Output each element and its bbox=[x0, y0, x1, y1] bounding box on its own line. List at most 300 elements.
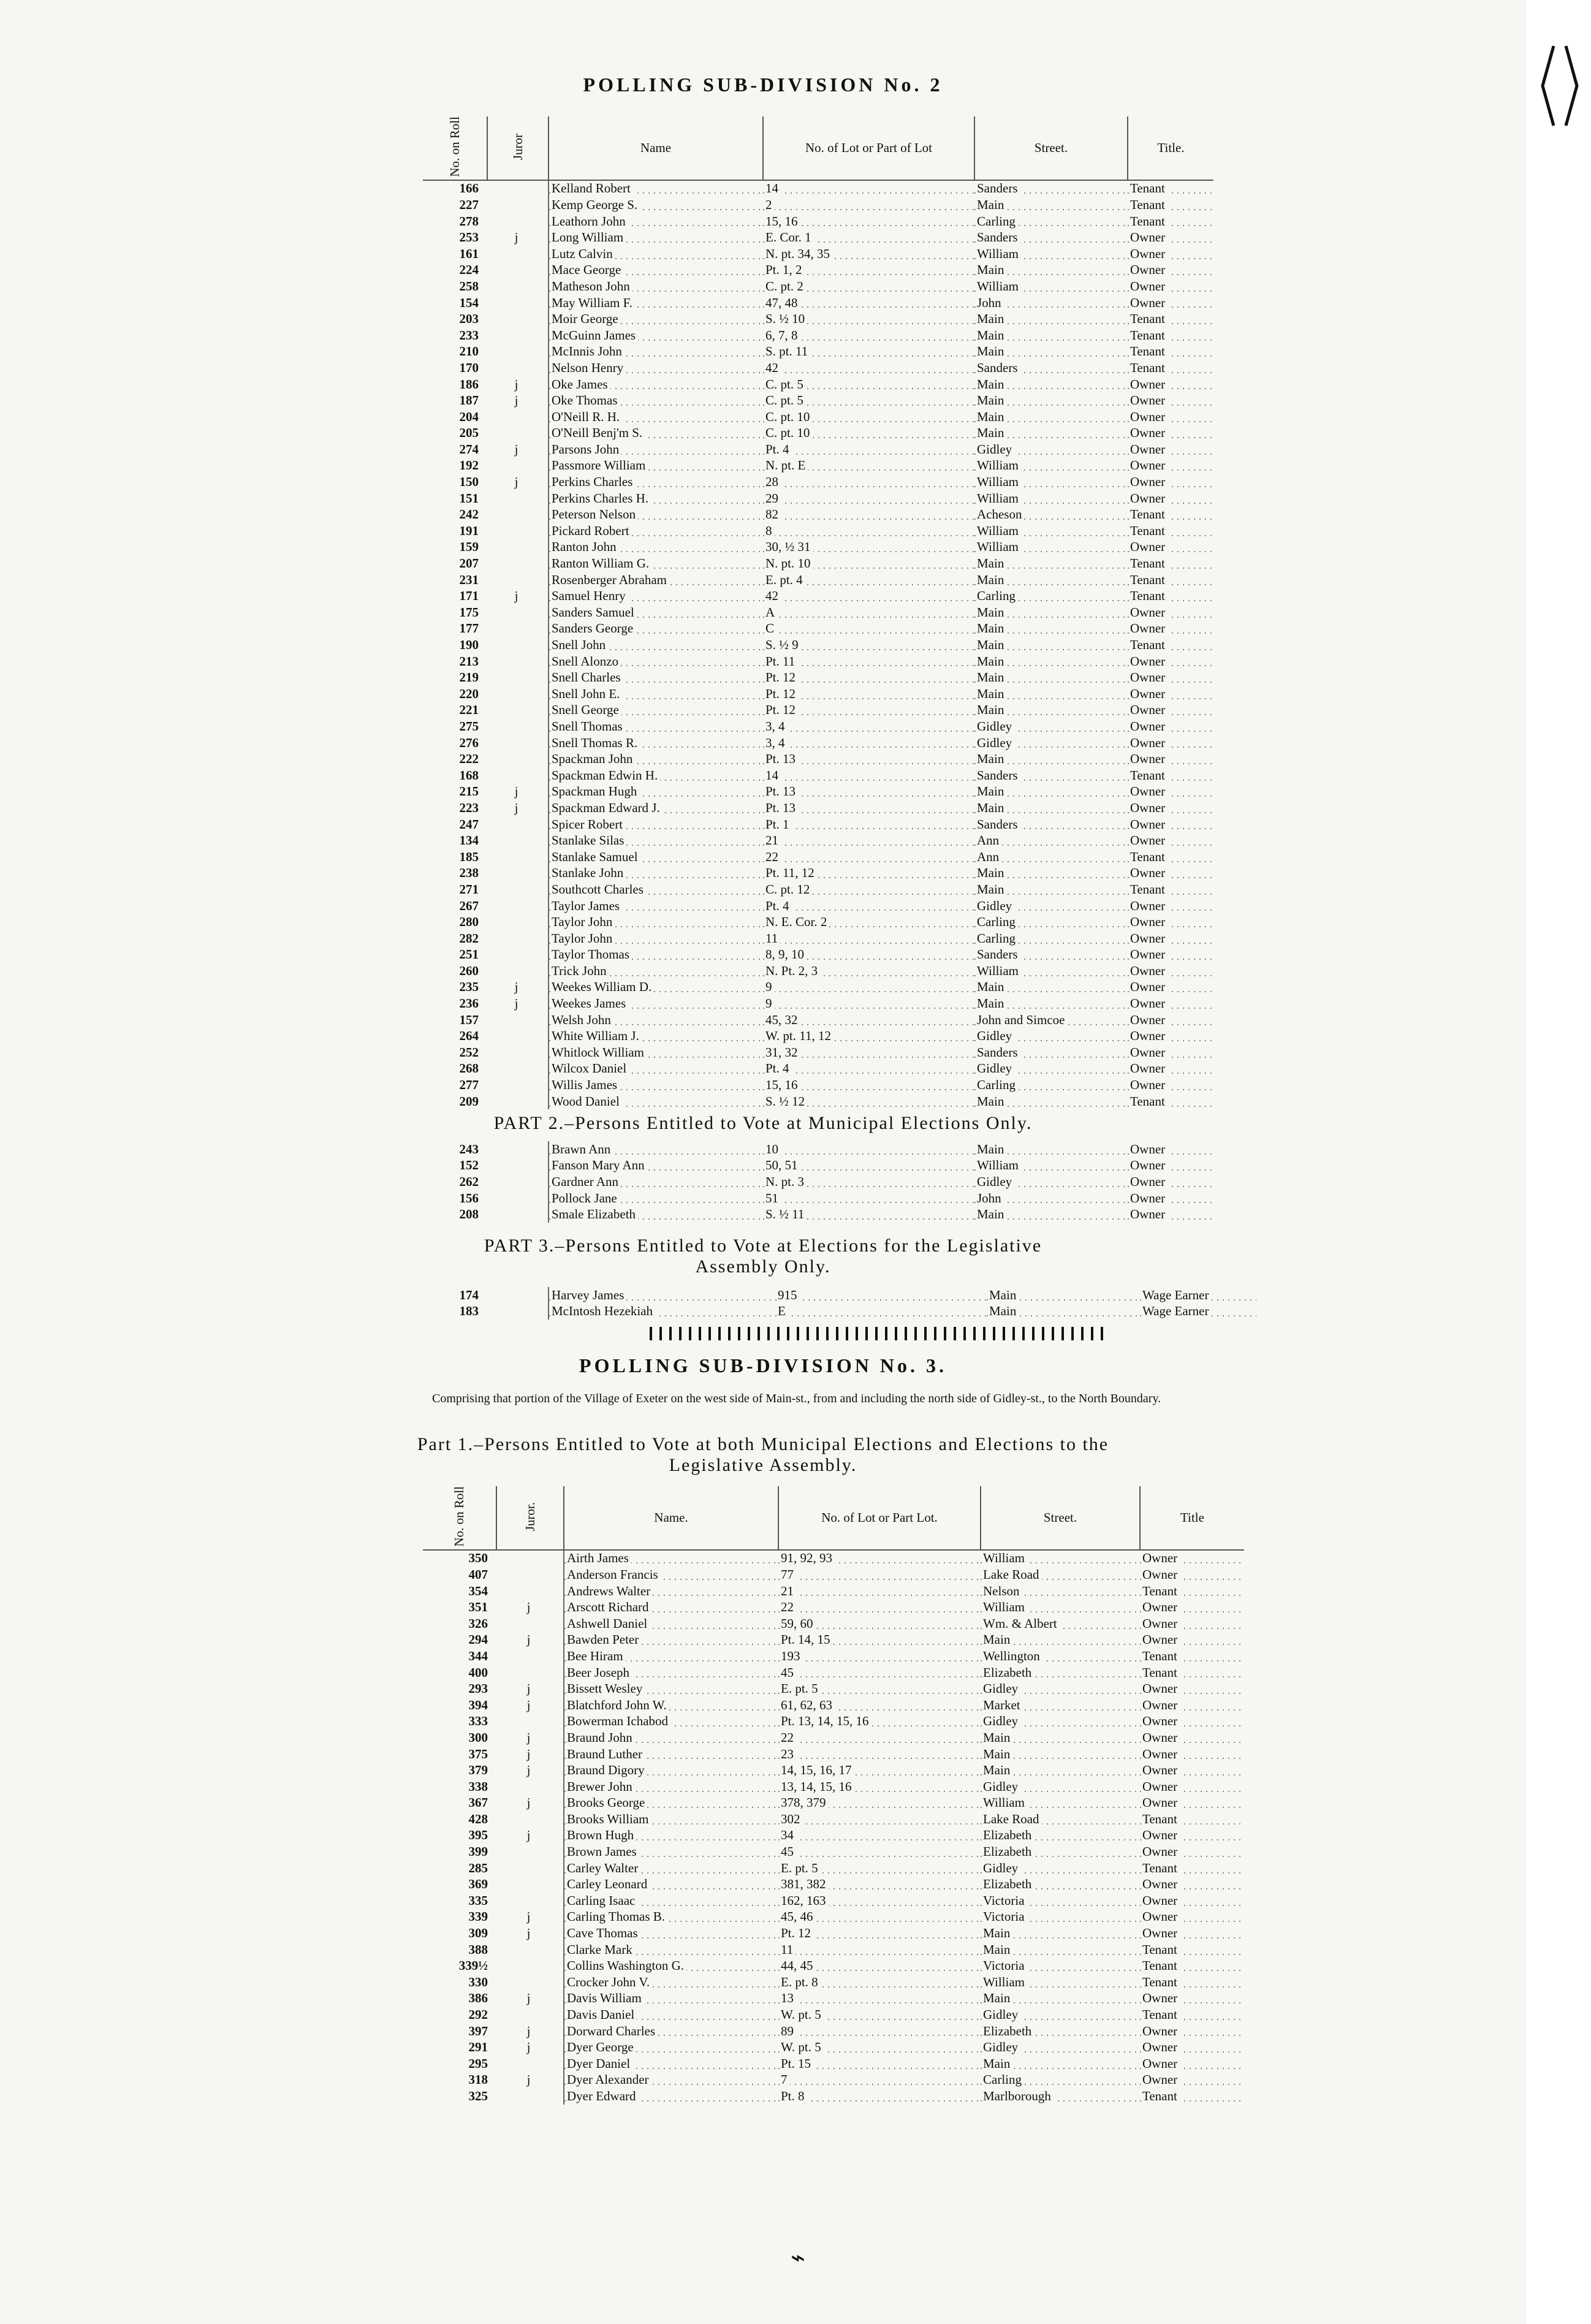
lot-number: 15, 16 bbox=[763, 1077, 974, 1093]
juror-mark bbox=[487, 1174, 549, 1190]
table-row bbox=[423, 1616, 1244, 1632]
juror-mark bbox=[487, 832, 549, 849]
street: Main bbox=[981, 1925, 1140, 1942]
lot-number: 15, 16 bbox=[763, 213, 974, 230]
roll-number: 231 bbox=[423, 572, 487, 588]
title: Owner bbox=[1140, 2039, 1244, 2056]
table-row bbox=[423, 686, 1213, 702]
table-row bbox=[423, 572, 1213, 588]
lot-number: N. pt. 3 bbox=[763, 1174, 974, 1190]
lot-number: 23 bbox=[778, 1746, 981, 1763]
street: Gidley bbox=[974, 441, 1128, 458]
table-row bbox=[423, 1550, 1244, 1567]
table-row bbox=[423, 1093, 1213, 1110]
juror-mark bbox=[487, 213, 549, 230]
table-row bbox=[423, 1304, 1256, 1320]
roll-number: 339 bbox=[423, 1909, 496, 1926]
table-row bbox=[423, 392, 1213, 409]
roll-number: 274 bbox=[423, 441, 487, 458]
street: Elizabeth bbox=[981, 1876, 1140, 1893]
title: Owner bbox=[1128, 653, 1213, 670]
voter-name: Bissett Wesley bbox=[564, 1680, 778, 1697]
title: Owner bbox=[1128, 930, 1213, 947]
lot-number: 30, ½ 31 bbox=[763, 539, 974, 556]
title: Tenant bbox=[1128, 311, 1213, 327]
voter-name: Dyer Edward bbox=[564, 2088, 778, 2105]
voter-name: Snell Thomas bbox=[549, 718, 763, 735]
voter-name: Trick John bbox=[549, 963, 763, 979]
lot-number: 6, 7, 8 bbox=[763, 327, 974, 344]
roll-number: 253 bbox=[423, 229, 487, 246]
juror-mark: j bbox=[496, 1991, 564, 2007]
lot-number: 9 bbox=[763, 979, 974, 996]
voter-name: Parsons John bbox=[549, 441, 763, 458]
table-row bbox=[423, 555, 1213, 572]
table-row bbox=[423, 1583, 1244, 1600]
lot-number: Pt. 1 bbox=[763, 816, 974, 833]
lot-number: 13, 14, 15, 16 bbox=[778, 1779, 981, 1795]
lot-number: Pt. 13 bbox=[763, 751, 974, 767]
roll-number: 192 bbox=[423, 458, 487, 474]
lot-number: Pt. 13, 14, 15, 16 bbox=[778, 1714, 981, 1730]
street: Sanders bbox=[974, 1044, 1128, 1061]
street: Main bbox=[974, 1093, 1128, 1110]
roll-number: 187 bbox=[423, 392, 487, 409]
header-street: Street. bbox=[981, 1486, 1140, 1550]
lot-number: 14 bbox=[763, 180, 974, 197]
street: Main bbox=[974, 669, 1128, 686]
lot-number: 3, 4 bbox=[763, 718, 974, 735]
roll-number: 300 bbox=[423, 1730, 496, 1746]
lot-number: 14 bbox=[763, 767, 974, 784]
table-row bbox=[423, 180, 1213, 197]
street: William bbox=[974, 963, 1128, 979]
table-row bbox=[423, 914, 1213, 930]
title: Owner bbox=[1128, 669, 1213, 686]
street: Lake Road bbox=[981, 1566, 1140, 1583]
roll-number: 350 bbox=[423, 1550, 496, 1567]
roll-number: 330 bbox=[423, 1974, 496, 1991]
juror-mark bbox=[496, 1583, 564, 1600]
title: Owner bbox=[1128, 995, 1213, 1012]
street: Main bbox=[974, 311, 1128, 327]
title: Owner bbox=[1140, 1876, 1244, 1893]
roll-number: 151 bbox=[423, 490, 487, 507]
table-row bbox=[423, 2088, 1244, 2105]
lot-number: 44, 45 bbox=[778, 1958, 981, 1974]
voter-name: Welsh John bbox=[549, 1012, 763, 1028]
juror-mark bbox=[487, 686, 549, 702]
voter-name: Nelson Henry bbox=[549, 360, 763, 376]
voter-name: Moir George bbox=[549, 311, 763, 327]
table-row bbox=[423, 327, 1213, 344]
lot-number: W. pt. 11, 12 bbox=[763, 1028, 974, 1044]
roll-number: 282 bbox=[423, 930, 487, 947]
roll-number: 291 bbox=[423, 2039, 496, 2056]
title: Tenant bbox=[1128, 767, 1213, 784]
voter-name: Taylor John bbox=[549, 914, 763, 930]
voter-name: Carley Leonard bbox=[564, 1876, 778, 1893]
lot-number: 59, 60 bbox=[778, 1616, 981, 1632]
lot-number: N. pt. 10 bbox=[763, 555, 974, 572]
roll-number: 400 bbox=[423, 1665, 496, 1681]
juror-mark bbox=[487, 490, 549, 507]
roll-number: 276 bbox=[423, 735, 487, 751]
street: Main bbox=[974, 751, 1128, 767]
juror-mark bbox=[487, 718, 549, 735]
street: William bbox=[974, 490, 1128, 507]
table-row bbox=[423, 898, 1213, 914]
street: Elizabeth bbox=[981, 1844, 1140, 1860]
lot-number: 91, 92, 93 bbox=[778, 1550, 981, 1567]
street: William bbox=[974, 246, 1128, 262]
title: Owner bbox=[1140, 1991, 1244, 2007]
roll-number: 285 bbox=[423, 1860, 496, 1877]
voter-name: Long William bbox=[549, 229, 763, 246]
juror-mark bbox=[487, 735, 549, 751]
juror-mark bbox=[487, 360, 549, 376]
table-row bbox=[423, 311, 1213, 327]
street: William bbox=[981, 1974, 1140, 1991]
street: William bbox=[974, 278, 1128, 295]
voter-name: Cave Thomas bbox=[564, 1925, 778, 1942]
voter-name: Clarke Mark bbox=[564, 1942, 778, 1958]
title: Tenant bbox=[1128, 849, 1213, 865]
table-row bbox=[423, 816, 1213, 833]
title: Owner bbox=[1128, 832, 1213, 849]
lot-number: Pt. 15 bbox=[778, 2056, 981, 2072]
juror-mark: j bbox=[496, 1730, 564, 1746]
juror-mark bbox=[487, 767, 549, 784]
table-row bbox=[423, 767, 1213, 784]
lot-number: Pt. 12 bbox=[763, 669, 974, 686]
roll-number: 159 bbox=[423, 539, 487, 556]
juror-mark: j bbox=[496, 1680, 564, 1697]
voter-name: Blatchford John W. bbox=[564, 1697, 778, 1714]
table-row bbox=[423, 197, 1213, 213]
table-row bbox=[423, 1680, 1244, 1697]
roll-number: 275 bbox=[423, 718, 487, 735]
title: Tenant bbox=[1128, 588, 1213, 604]
lot-number: 61, 62, 63 bbox=[778, 1697, 981, 1714]
title: Tenant bbox=[1140, 1583, 1244, 1600]
roll-number: 220 bbox=[423, 686, 487, 702]
title: Owner bbox=[1128, 1158, 1213, 1174]
title: Owner bbox=[1128, 979, 1213, 996]
roll-number: 238 bbox=[423, 865, 487, 882]
street: Main bbox=[974, 197, 1128, 213]
street: John and Simcoe bbox=[974, 1012, 1128, 1028]
title: Owner bbox=[1128, 865, 1213, 882]
voter-name: Brooks George bbox=[564, 1795, 778, 1812]
roll-number: 326 bbox=[423, 1616, 496, 1632]
juror-mark: j bbox=[496, 2023, 564, 2040]
street: Main bbox=[974, 1141, 1128, 1158]
title: Owner bbox=[1140, 1680, 1244, 1697]
voter-name: Snell Alonzo bbox=[549, 653, 763, 670]
title: Tenant bbox=[1140, 1811, 1244, 1828]
street: Sanders bbox=[974, 360, 1128, 376]
title: Tenant bbox=[1140, 1974, 1244, 1991]
roll-number: 233 bbox=[423, 327, 487, 344]
roll-number: 262 bbox=[423, 1174, 487, 1190]
division-2-part-3-table bbox=[423, 1287, 1257, 1320]
title: Owner bbox=[1140, 1599, 1244, 1616]
street: Gidley bbox=[974, 735, 1128, 751]
table-row bbox=[423, 262, 1213, 279]
street: John bbox=[974, 295, 1128, 311]
table-row bbox=[423, 2056, 1244, 2072]
table-row bbox=[423, 1077, 1213, 1093]
street: Marlborough bbox=[981, 2088, 1140, 2105]
voter-name: Wilcox Daniel bbox=[549, 1061, 763, 1077]
street: Main bbox=[981, 1942, 1140, 1958]
roll-number: 213 bbox=[423, 653, 487, 670]
juror-mark bbox=[487, 1028, 549, 1044]
table-row bbox=[423, 376, 1213, 393]
title: Owner bbox=[1128, 474, 1213, 490]
roll-number: 278 bbox=[423, 213, 487, 230]
header-street: Street. bbox=[974, 116, 1128, 180]
title: Owner bbox=[1140, 1893, 1244, 1909]
title: Owner bbox=[1128, 898, 1213, 914]
table-row bbox=[423, 604, 1213, 621]
juror-mark: j bbox=[487, 392, 549, 409]
voter-name: Braund John bbox=[564, 1730, 778, 1746]
voter-name: Spackman Edward J. bbox=[549, 800, 763, 816]
lot-number: Pt. 11, 12 bbox=[763, 865, 974, 882]
juror-mark bbox=[487, 278, 549, 295]
street: Gidley bbox=[981, 1714, 1140, 1730]
voter-name: Taylor Thomas bbox=[549, 947, 763, 963]
voter-name: McInnis John bbox=[549, 344, 763, 360]
lot-number: Pt. 14, 15 bbox=[778, 1632, 981, 1649]
street: Victoria bbox=[981, 1958, 1140, 1974]
title: Tenant bbox=[1128, 506, 1213, 523]
juror-mark bbox=[487, 262, 549, 279]
juror-mark: j bbox=[496, 1746, 564, 1763]
title: Owner bbox=[1128, 409, 1213, 425]
lot-number: A bbox=[763, 604, 974, 621]
division-2-part-3-heading-line-2: Assembly Only. bbox=[695, 1256, 831, 1277]
table-row bbox=[423, 669, 1213, 686]
lot-number: 21 bbox=[763, 832, 974, 849]
voter-name: Pickard Robert bbox=[549, 523, 763, 539]
roll-number: 203 bbox=[423, 311, 487, 327]
title: Owner bbox=[1128, 702, 1213, 719]
table-row bbox=[423, 832, 1213, 849]
voter-name: McGuinn James bbox=[549, 327, 763, 344]
lot-number: 302 bbox=[778, 1811, 981, 1828]
table-row bbox=[423, 1828, 1244, 1844]
table-row bbox=[423, 490, 1213, 507]
roll-number: 251 bbox=[423, 947, 487, 963]
lot-number: 77 bbox=[778, 1566, 981, 1583]
roll-number: 156 bbox=[423, 1190, 487, 1207]
table-row bbox=[423, 1909, 1244, 1926]
juror-mark: j bbox=[487, 979, 549, 996]
title: Owner bbox=[1128, 441, 1213, 458]
lot-number: 45 bbox=[778, 1844, 981, 1860]
title: Owner bbox=[1128, 1174, 1213, 1190]
table-row bbox=[423, 1974, 1244, 1991]
voter-name: Sanders George bbox=[549, 621, 763, 637]
voter-name: Snell Thomas R. bbox=[549, 735, 763, 751]
voter-name: Bawden Peter bbox=[564, 1632, 778, 1649]
roll-number: 190 bbox=[423, 637, 487, 653]
title: Tenant bbox=[1128, 180, 1213, 197]
voter-name: Dyer George bbox=[564, 2039, 778, 2056]
street: Main bbox=[974, 392, 1128, 409]
title: Owner bbox=[1140, 1616, 1244, 1632]
title: Owner bbox=[1128, 278, 1213, 295]
street: William bbox=[981, 1550, 1140, 1567]
table-row bbox=[423, 1893, 1244, 1909]
title: Owner bbox=[1128, 1190, 1213, 1207]
lot-number: 42 bbox=[763, 360, 974, 376]
title: Owner bbox=[1128, 735, 1213, 751]
lot-number: 82 bbox=[763, 506, 974, 523]
voter-name: Kelland Robert bbox=[549, 180, 763, 197]
roll-number: 221 bbox=[423, 702, 487, 719]
street: Gidley bbox=[974, 1061, 1128, 1077]
roll-number: 157 bbox=[423, 1012, 487, 1028]
juror-mark: j bbox=[496, 1599, 564, 1616]
voter-name: Spackman Edwin H. bbox=[549, 767, 763, 784]
voter-name: Brawn Ann bbox=[549, 1141, 763, 1158]
table-row bbox=[423, 865, 1213, 882]
lot-number: 378, 379 bbox=[778, 1795, 981, 1812]
street: Wellington bbox=[981, 1648, 1140, 1665]
title: Owner bbox=[1140, 1632, 1244, 1649]
lot-number: 2 bbox=[763, 197, 974, 213]
lot-number: N. E. Cor. 2 bbox=[763, 914, 974, 930]
roll-number: 260 bbox=[423, 963, 487, 979]
street: Gidley bbox=[981, 1680, 1140, 1697]
title: Tenant bbox=[1140, 1665, 1244, 1681]
title: Owner bbox=[1140, 1828, 1244, 1844]
juror-mark bbox=[487, 572, 549, 588]
roll-number: 277 bbox=[423, 1077, 487, 1093]
table-row bbox=[423, 1174, 1213, 1190]
table-row bbox=[423, 979, 1213, 996]
table-row bbox=[423, 539, 1213, 556]
voter-name: Matheson John bbox=[549, 278, 763, 295]
juror-mark bbox=[487, 311, 549, 327]
lot-number: 28 bbox=[763, 474, 974, 490]
juror-mark bbox=[487, 1061, 549, 1077]
street: Sanders bbox=[974, 767, 1128, 784]
lot-number: N. pt. 34, 35 bbox=[763, 246, 974, 262]
ink-mark: ⌁ bbox=[791, 2244, 806, 2271]
roll-number: 227 bbox=[423, 197, 487, 213]
street: Gidley bbox=[974, 1028, 1128, 1044]
table-row bbox=[423, 425, 1213, 442]
lot-number: E. Cor. 1 bbox=[763, 229, 974, 246]
title: Tenant bbox=[1128, 881, 1213, 898]
lot-number: E. pt. 4 bbox=[763, 572, 974, 588]
voter-name: Ranton William G. bbox=[549, 555, 763, 572]
street: Gidley bbox=[981, 2039, 1140, 2056]
juror-mark bbox=[487, 1141, 549, 1158]
juror-mark bbox=[496, 1893, 564, 1909]
juror-mark bbox=[487, 653, 549, 670]
juror-mark bbox=[487, 865, 549, 882]
street: Carling bbox=[974, 914, 1128, 930]
title: Owner bbox=[1128, 376, 1213, 393]
voter-name: McIntosh Hezekiah bbox=[549, 1304, 775, 1320]
voter-name: Weekes William D. bbox=[549, 979, 763, 996]
table-row bbox=[423, 409, 1213, 425]
table-row bbox=[423, 474, 1213, 490]
voter-name: Whitlock William bbox=[549, 1044, 763, 1061]
street: Main bbox=[981, 1762, 1140, 1779]
lot-number: Pt. 11 bbox=[763, 653, 974, 670]
street: Elizabeth bbox=[981, 2023, 1140, 2040]
voter-name: Collins Washington G. bbox=[564, 1958, 778, 1974]
lot-number: S. ½ 9 bbox=[763, 637, 974, 653]
title: Owner bbox=[1140, 1714, 1244, 1730]
table-row bbox=[423, 1158, 1213, 1174]
title: Wage Earner bbox=[1140, 1304, 1256, 1320]
title: Owner bbox=[1128, 1028, 1213, 1044]
voter-name: Ashwell Daniel bbox=[564, 1616, 778, 1632]
lot-number: 21 bbox=[778, 1583, 981, 1600]
title: Owner bbox=[1128, 947, 1213, 963]
title: Owner bbox=[1128, 262, 1213, 279]
lot-number: S. ½ 10 bbox=[763, 311, 974, 327]
voter-name: May William F. bbox=[549, 295, 763, 311]
street: Gidley bbox=[981, 2007, 1140, 2023]
juror-mark bbox=[487, 963, 549, 979]
roll-number: 215 bbox=[423, 784, 487, 800]
juror-mark: j bbox=[487, 229, 549, 246]
street: Main bbox=[981, 1746, 1140, 1763]
roll-number: 292 bbox=[423, 2007, 496, 2023]
division-2-part-2-heading: PART 2.–Persons Entitled to Vote at Municipal Elections Only. bbox=[493, 1113, 1033, 1133]
lot-number: 11 bbox=[778, 1942, 981, 1958]
street: Main bbox=[974, 621, 1128, 637]
table-row bbox=[423, 702, 1213, 719]
voter-name: Wood Daniel bbox=[549, 1093, 763, 1110]
juror-mark: j bbox=[496, 2039, 564, 2056]
roll-number: 339½ bbox=[423, 1958, 496, 1974]
table-row bbox=[423, 229, 1213, 246]
lot-number: E. pt. 8 bbox=[778, 1974, 981, 1991]
voter-name: Anderson Francis bbox=[564, 1566, 778, 1583]
juror-mark bbox=[487, 930, 549, 947]
juror-mark bbox=[487, 1206, 549, 1223]
voter-name: Spackman John bbox=[549, 751, 763, 767]
title: Owner bbox=[1128, 1077, 1213, 1093]
juror-mark bbox=[496, 1860, 564, 1877]
voter-name: White William J. bbox=[549, 1028, 763, 1044]
table-row bbox=[423, 718, 1213, 735]
table-row bbox=[423, 800, 1213, 816]
lot-number: 45, 32 bbox=[763, 1012, 974, 1028]
street: Carling bbox=[974, 1077, 1128, 1093]
table-row bbox=[423, 1811, 1244, 1828]
roll-number: 191 bbox=[423, 523, 487, 539]
roll-number: 407 bbox=[423, 1566, 496, 1583]
juror-mark bbox=[496, 1616, 564, 1632]
table-row bbox=[423, 1287, 1256, 1304]
roll-number: 170 bbox=[423, 360, 487, 376]
title: Owner bbox=[1128, 1012, 1213, 1028]
table-row bbox=[423, 588, 1213, 604]
table-row bbox=[423, 930, 1213, 947]
table-row bbox=[423, 1599, 1244, 1616]
